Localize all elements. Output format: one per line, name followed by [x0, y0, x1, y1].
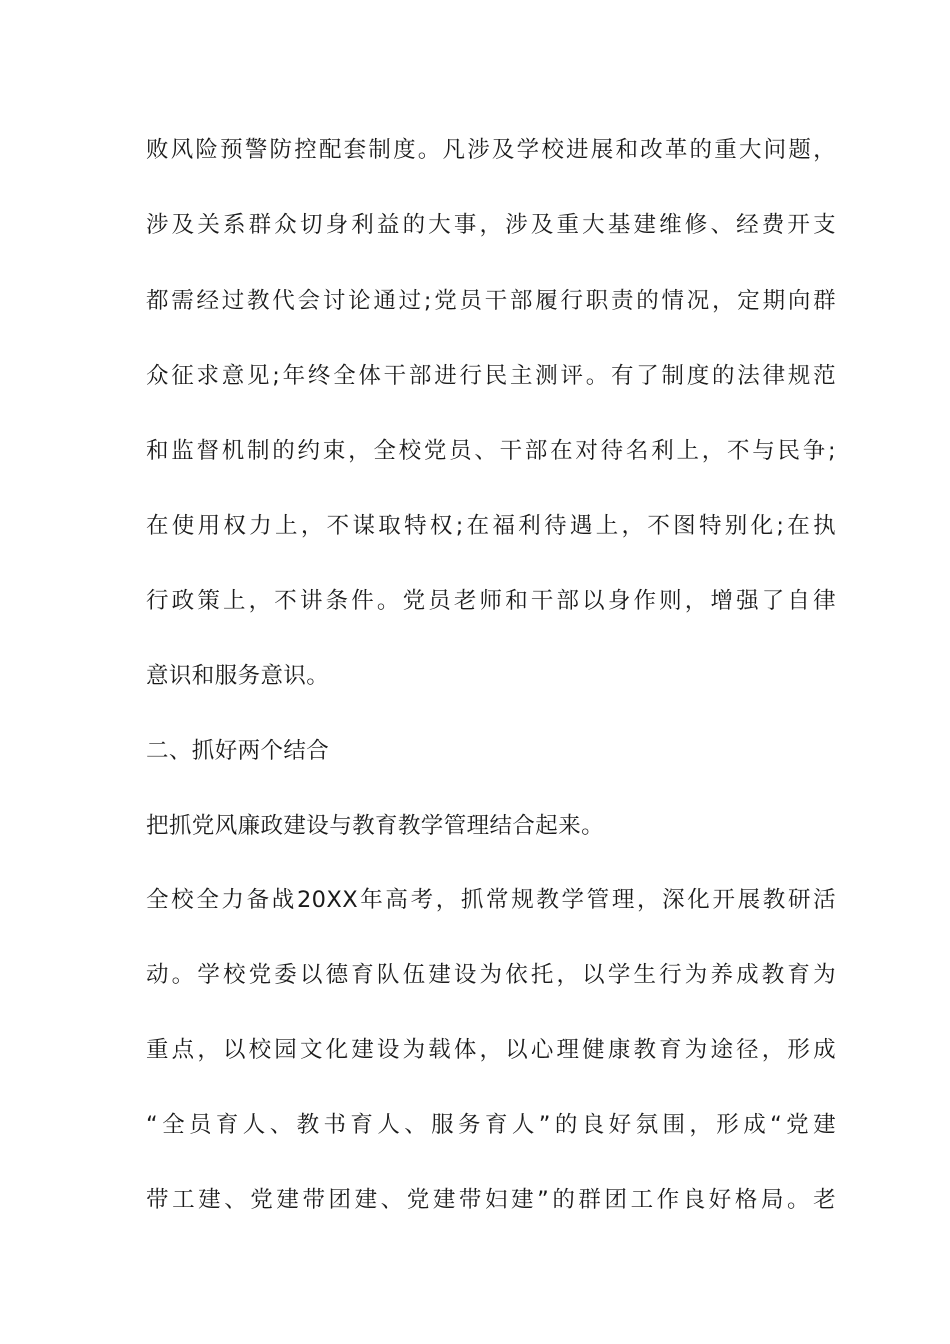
paragraph-line-6: 在使用权力上，不谋取特权;在福利待遇上，不图特别化;在执: [146, 513, 836, 539]
paragraph-line-8: 意识和服务意识。: [146, 663, 330, 689]
paragraph-line-12: 动。学校党委以德育队伍建设为依托，以学生行为养成教育为: [146, 962, 836, 988]
paragraph-line-10: 把抓党风廉政建设与教育教学管理结合起来。: [146, 813, 605, 839]
paragraph-line-3: 都需经过教代会讨论通过;党员干部履行职责的情况，定期向群: [146, 288, 836, 314]
paragraph-line-15: 带工建、党建带团建、党建带妇建”的群团工作良好格局。老: [146, 1187, 836, 1213]
paragraph-line-2: 涉及关系群众切身利益的大事，涉及重大基建维修、经费开支: [146, 212, 836, 238]
paragraph-line-4: 众征求意见;年终全体干部进行民主测评。有了制度的法律规范: [146, 363, 836, 389]
paragraph-line-5: 和监督机制的约束，全校党员、干部在对待名利上，不与民争;: [146, 438, 836, 464]
paragraph-line-14: “全员育人、教书育人、服务育人”的良好氛围，形成“党建: [146, 1112, 836, 1138]
paragraph-line-13: 重点，以校园文化建设为载体，以心理健康教育为途径，形成: [146, 1037, 836, 1063]
paragraph-line-7: 行政策上，不讲条件。党员老师和干部以身作则，增强了自律: [146, 588, 836, 614]
paragraph-line-11: 全校全力备战20XX年高考，抓常规教学管理，深化开展教研活: [146, 887, 836, 913]
section-heading: 二、抓好两个结合: [146, 738, 330, 764]
paragraph-line-1: 败风险预警防控配套制度。凡涉及学校进展和改革的重大问题，: [146, 137, 836, 163]
